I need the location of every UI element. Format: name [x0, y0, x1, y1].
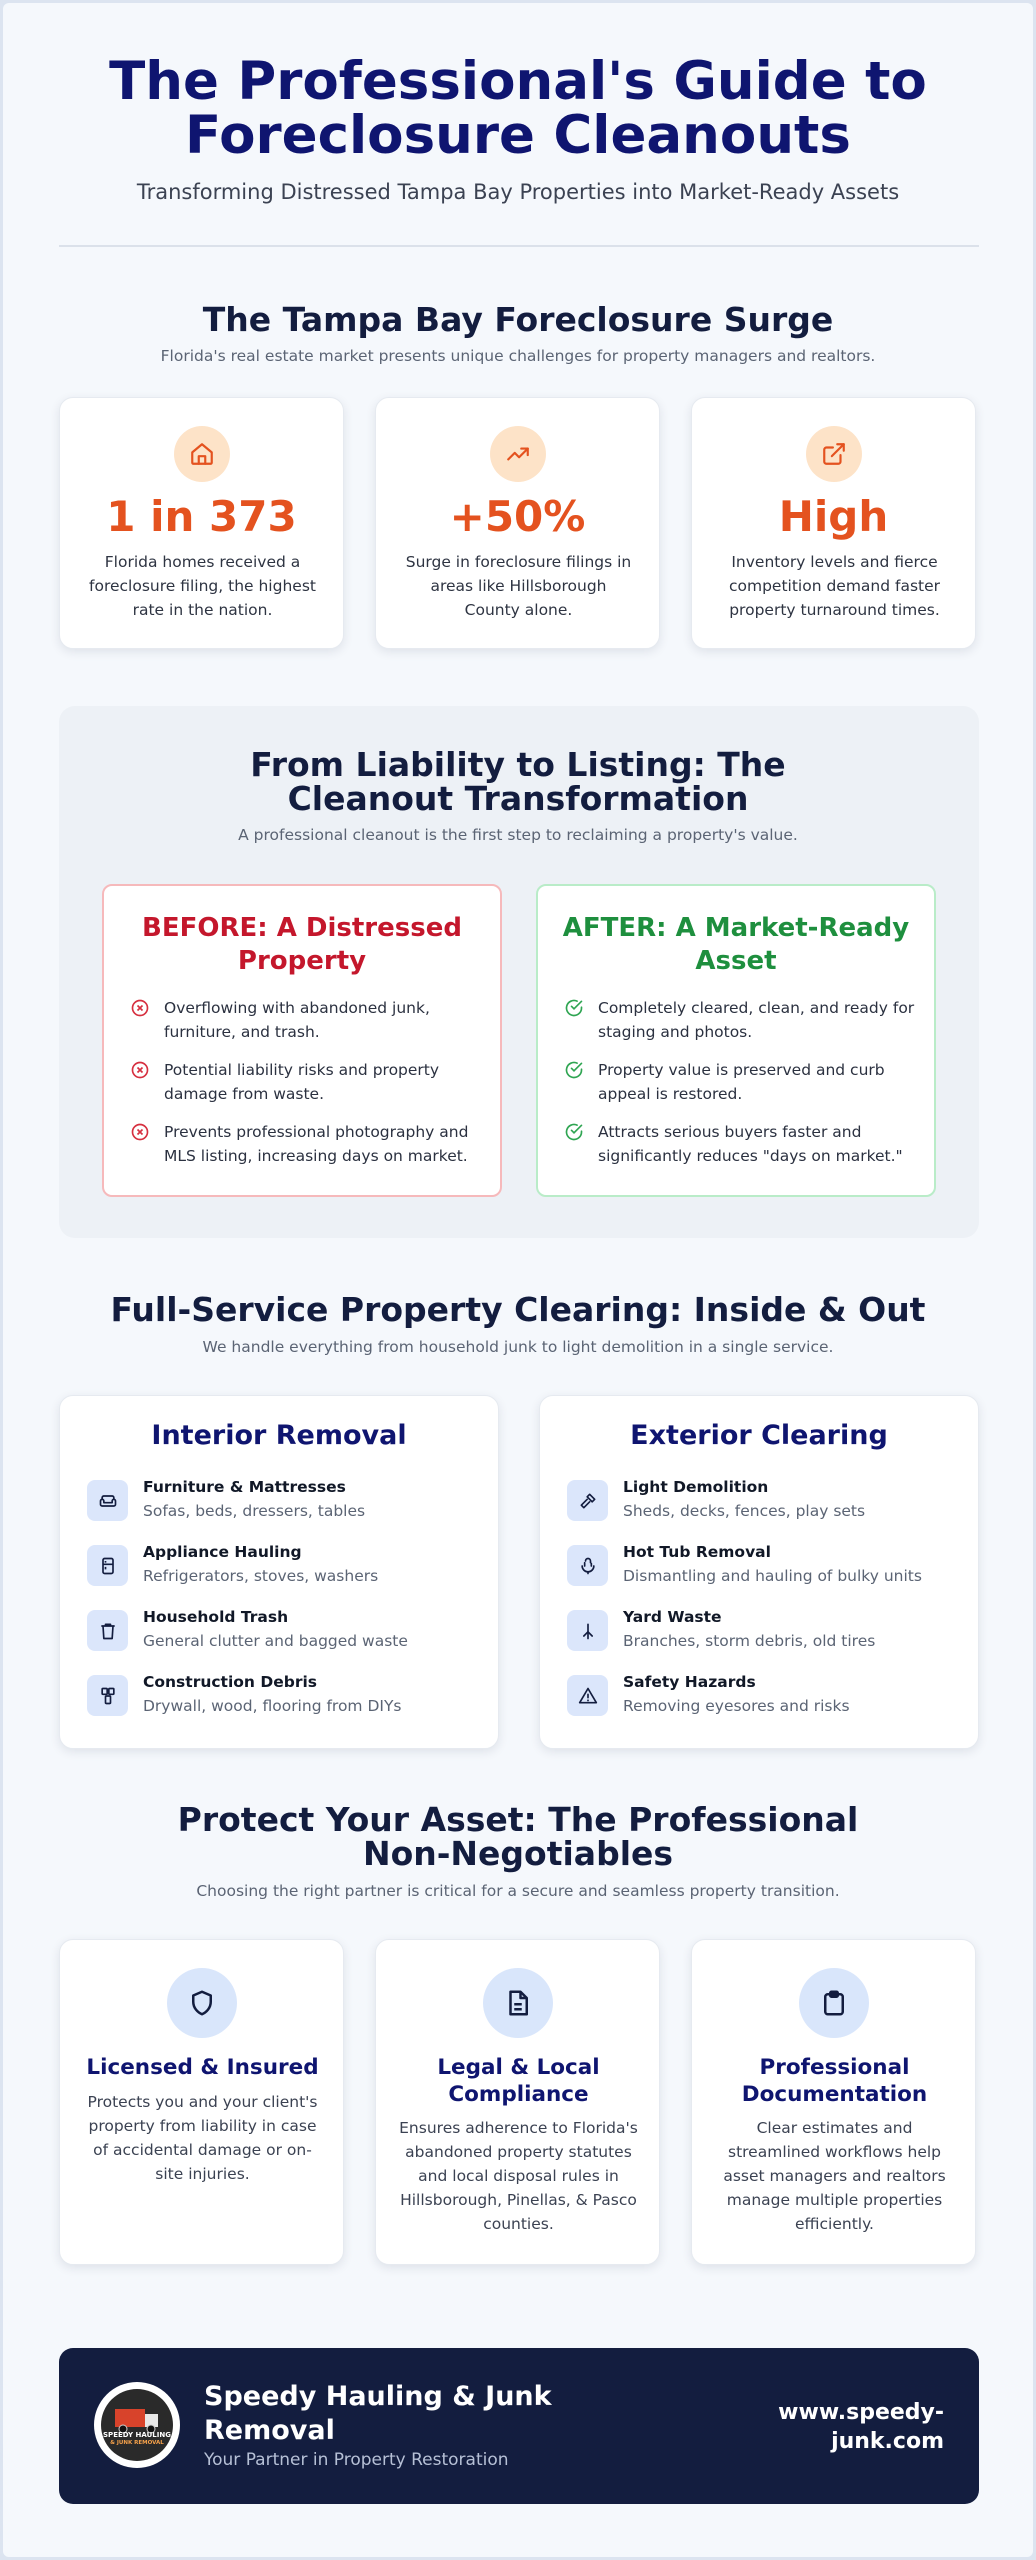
bath-icon: [567, 1545, 608, 1586]
company-tagline: Your Partner in Property Restoration: [204, 2450, 509, 2470]
service-item: Safety Hazards Removing eyesores and risks: [567, 1673, 967, 1721]
service-item: Hot Tub Removal Dismantling and hauling of bulky units: [567, 1543, 967, 1591]
stat-description: Florida homes received a foreclosure filing, the highest rate in the nation.: [89, 553, 316, 619]
exterior-title: Exterior Clearing: [630, 1420, 888, 1451]
home-icon: [174, 426, 230, 482]
interior-title: Interior Removal: [151, 1420, 407, 1451]
stat-description: Surge in foreclosure filings in areas like Hillsborough County alone.: [405, 553, 632, 619]
transformation-title: From Liability to Listing: The Cleanout Transformation: [250, 745, 786, 818]
protect-subtitle: Choosing the right partner is critical for a secure and seamless property transition.: [196, 1882, 840, 1900]
stat-description: Inventory levels and fierce competition demand faster property turnaround times.: [728, 553, 941, 619]
shield-icon: [167, 1968, 237, 2038]
refrigerator-icon: [87, 1545, 128, 1586]
sofa-icon: [87, 1480, 128, 1521]
stat-card: [691, 397, 976, 649]
protect-card: [59, 1939, 344, 2265]
stat-value: High: [778, 492, 889, 541]
x-circle-icon: [130, 1060, 150, 1080]
main-subtitle: Transforming Distressed Tampa Bay Properties into Market-Ready Assets: [136, 180, 900, 204]
infographic-page: [3, 3, 1033, 2557]
stat-value: +50%: [449, 492, 586, 541]
x-circle-icon: [130, 1122, 150, 1142]
logo-text: SPEEDY HAULING: [103, 2431, 171, 2439]
protect-card-description: Clear estimates and streamlined workflows help asset managers and realtors manage multiple properties efficiently.: [723, 2119, 946, 2233]
document-icon: [483, 1968, 553, 2038]
after-title: AFTER: A Market-Ready Asset: [562, 913, 910, 976]
services-title: Full-Service Property Clearing: Inside & Out: [110, 1290, 926, 1329]
website-link[interactable]: www.speedy-junk.com: [778, 2400, 944, 2454]
header-divider: [59, 245, 979, 247]
surge-subtitle: Florida's real estate market presents unique challenges for property managers and realtors.: [160, 347, 876, 365]
before-title: BEFORE: A Distressed Property: [142, 913, 462, 976]
service-item: Furniture & Mattresses Sofas, beds, dressers, tables: [87, 1478, 487, 1526]
before-card: BEFORE: A Distressed Property Overflowing with abandoned junk, furniture, and trash. Potential liability risks and property damage from waste. Prevents professional photography and MLS listing, increasing days on market.: [102, 884, 502, 1197]
service-item: Construction Debris Drywall, wood, flooring from DIYs: [87, 1673, 487, 1721]
services-subtitle: We handle everything from household junk to light demolition in a single service.: [202, 1338, 834, 1356]
stat-card: [375, 397, 660, 649]
footer: [59, 2348, 979, 2504]
protect-card-title: Licensed & Insured: [86, 2055, 319, 2080]
check-circle-icon: [564, 1122, 584, 1142]
exterior-card: [539, 1395, 979, 1749]
trending-up-icon: [490, 426, 546, 482]
main-title: The Professional's Guide to Foreclosure Cleanouts: [109, 51, 927, 166]
check-circle-icon: [564, 998, 584, 1018]
bricks-icon: [87, 1675, 128, 1716]
x-circle-icon: [130, 998, 150, 1018]
check-circle-icon: [564, 1060, 584, 1080]
protect-card-description: Protects you and your client's property from liability in case of accidental damage or on-site injuries.: [87, 2093, 318, 2183]
protect-card-title: Professional Documentation: [741, 2055, 928, 2107]
protect-card-title: Legal & Local Compliance: [437, 2055, 600, 2107]
protect-card: [375, 1939, 660, 2265]
service-item: Appliance Hauling Refrigerators, stoves, washers: [87, 1543, 487, 1591]
truck-icon: [101, 2389, 173, 2461]
tree-branch-icon: [567, 1610, 608, 1651]
interior-card: [59, 1395, 499, 1749]
service-item: Household Trash General clutter and bagged waste: [87, 1608, 487, 1656]
stat-value: 1 in 373: [106, 492, 297, 541]
company-logo: [94, 2382, 180, 2468]
warning-icon: [567, 1675, 608, 1716]
surge-title: The Tampa Bay Foreclosure Surge: [202, 300, 834, 339]
external-link-icon: [806, 426, 862, 482]
transformation-subtitle: A professional cleanout is the first step to reclaiming a property's value.: [238, 826, 798, 844]
company-name: Speedy Hauling & Junk Removal: [204, 2381, 552, 2446]
logo-text: & JUNK REMOVAL: [110, 2440, 164, 2446]
protect-title: Protect Your Asset: The Professional Non-Negotiables: [177, 1800, 859, 1873]
stat-card: [59, 397, 344, 649]
protect-card: [691, 1939, 976, 2265]
service-item: Yard Waste Branches, storm debris, old tires: [567, 1608, 967, 1656]
after-card: AFTER: A Market-Ready Asset Completely cleared, clean, and ready for staging and photos. Property value is preserved and curb appeal is restored. Attracts serious buyers faster and significantly reduces "days on market.": [536, 884, 936, 1197]
clipboard-icon: [799, 1968, 869, 2038]
hammer-icon: [567, 1480, 608, 1521]
protect-card-description: Ensures adherence to Florida's abandoned property statutes and local disposal rules in Hillsborough, Pinellas, & Pasco counties.: [399, 2119, 638, 2233]
service-item: Light Demolition Sheds, decks, fences, play sets: [567, 1478, 967, 1526]
trash-icon: [87, 1610, 128, 1651]
